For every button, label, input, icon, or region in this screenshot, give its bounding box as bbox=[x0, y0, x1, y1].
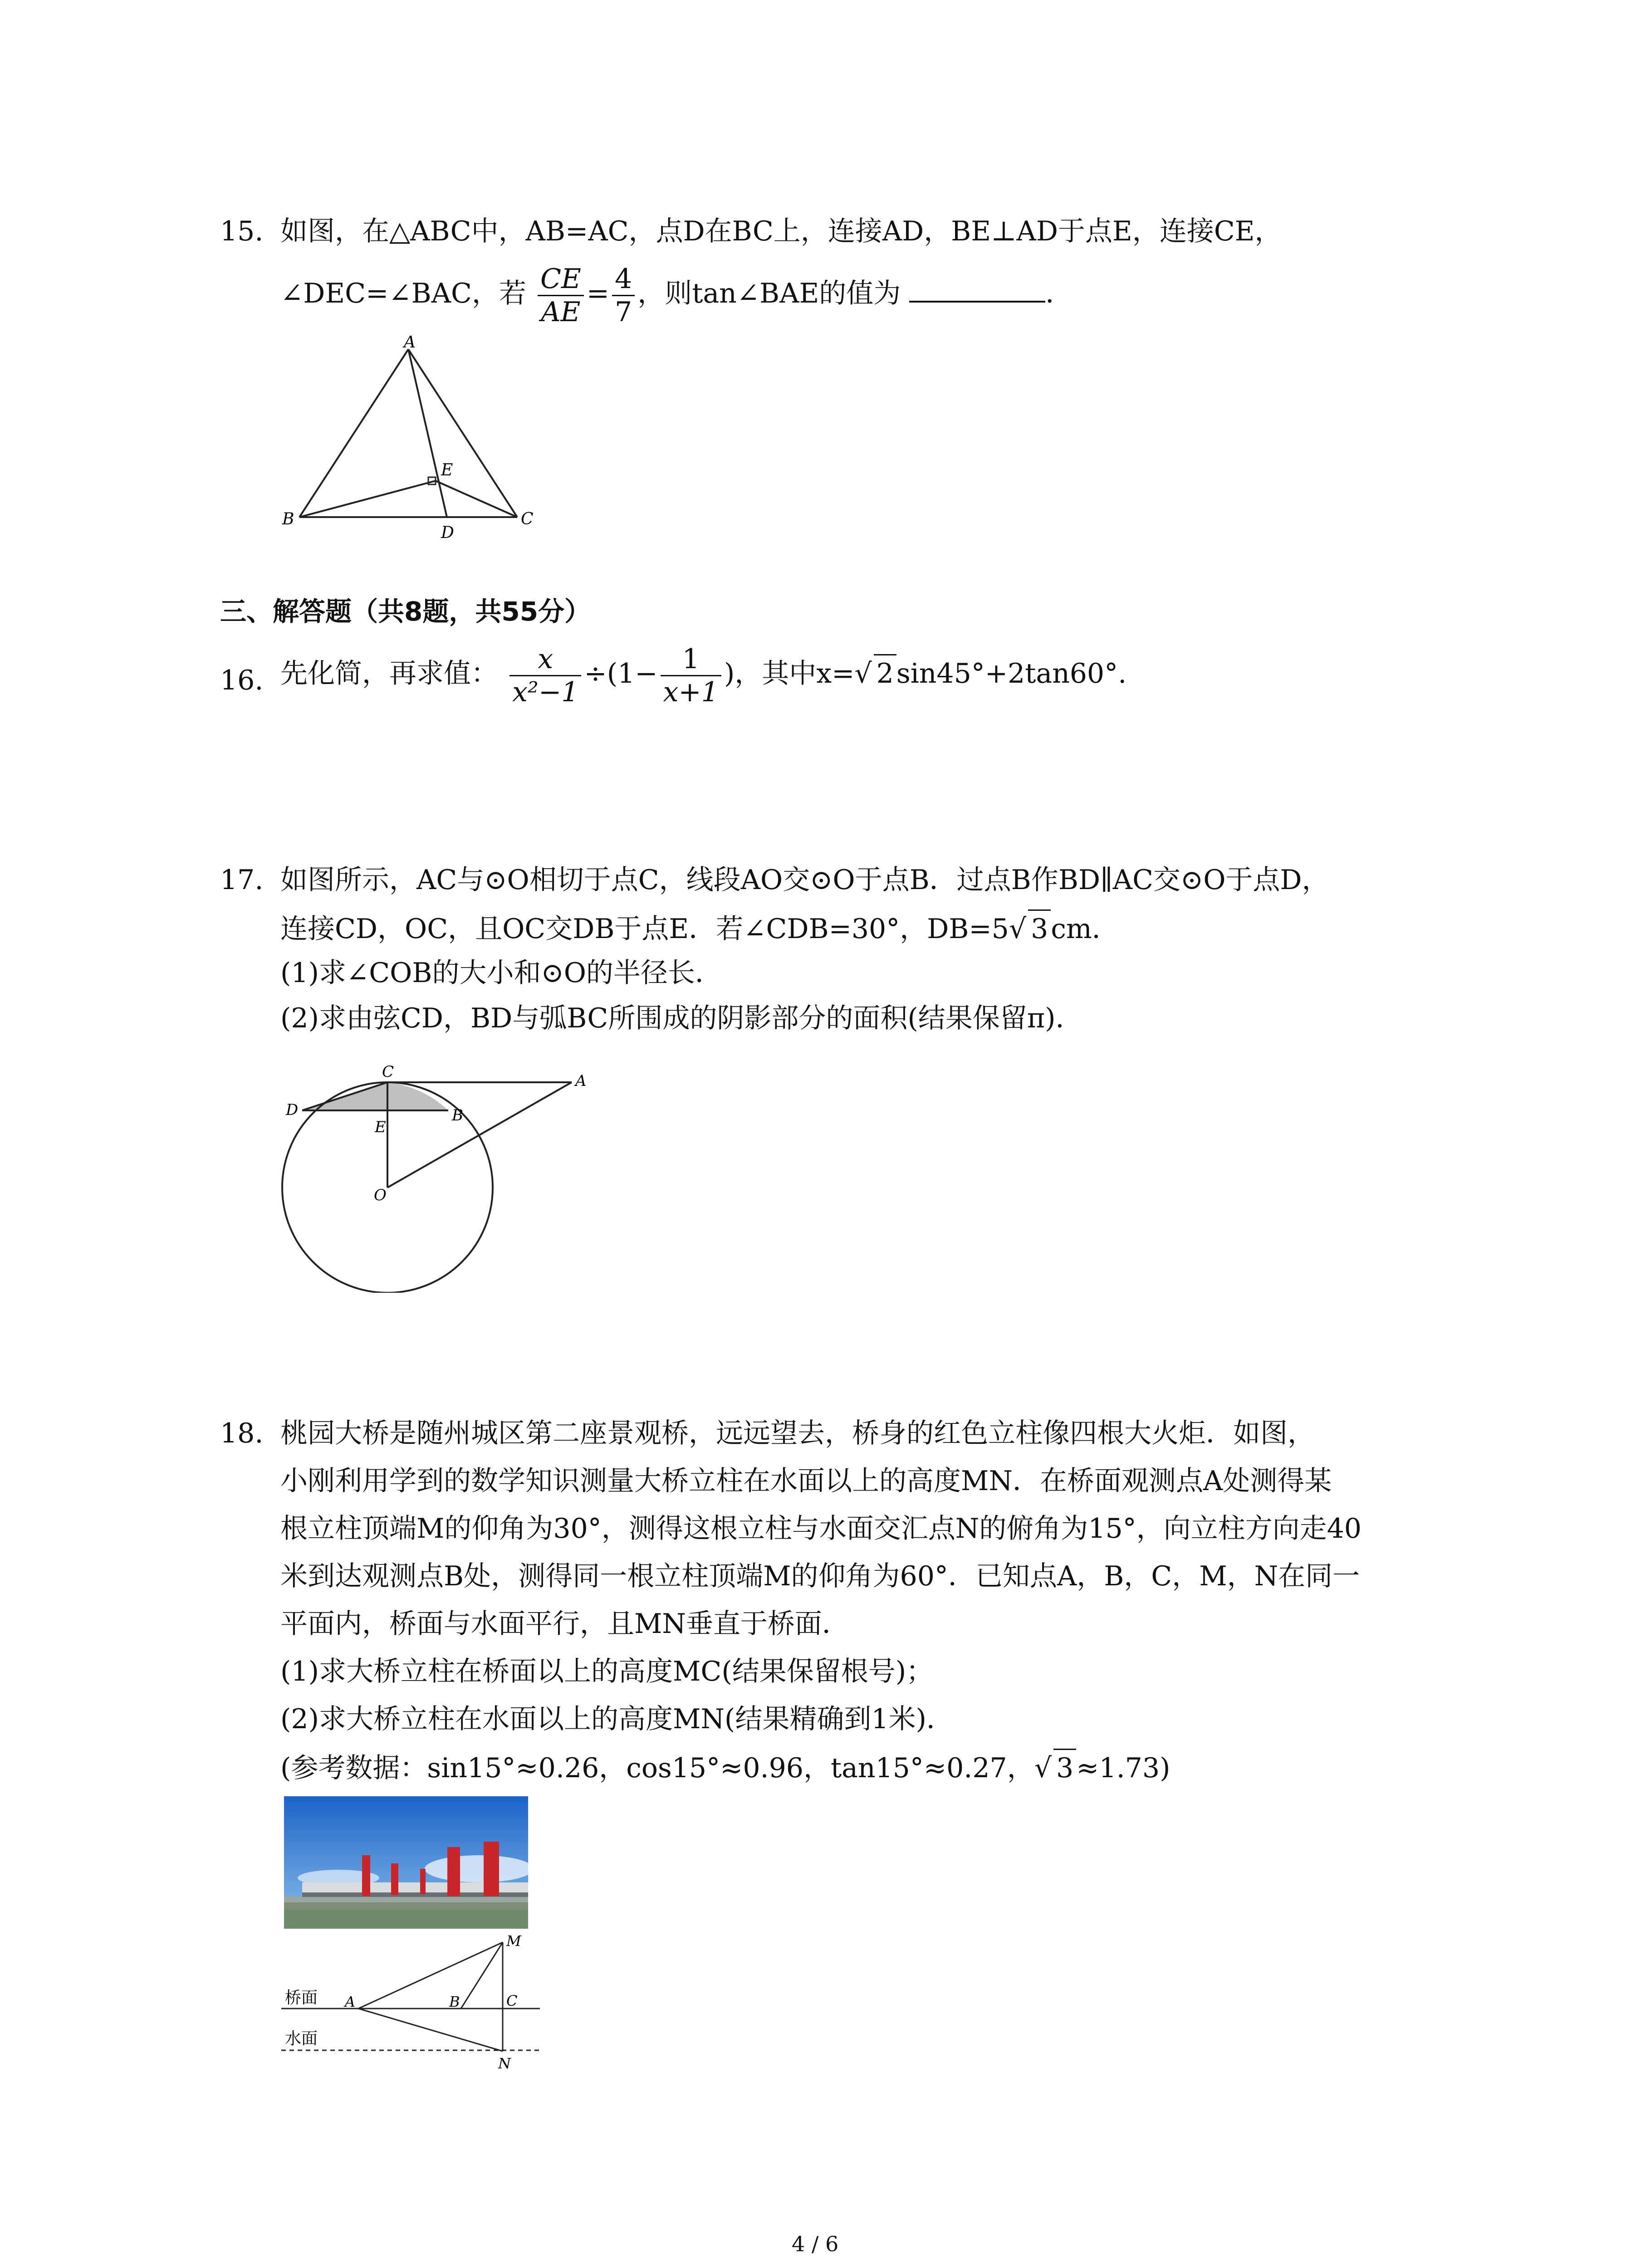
q17-label-a: A bbox=[575, 1072, 587, 1090]
q15-label-d: D bbox=[441, 523, 454, 542]
q18-bridge-diagram bbox=[281, 1932, 554, 2087]
q15-frac2-den: 7 bbox=[615, 296, 632, 328]
q18-number: 18. bbox=[220, 1418, 264, 1449]
q15-eq: = bbox=[586, 278, 610, 310]
q18-label-water: 水面 bbox=[285, 2029, 318, 2048]
q17-line4: (2)求由弦CD，BD与弧BC所围成的阴影部分的面积(结果保留π)． bbox=[280, 1002, 1083, 1034]
q18-line5: 平面内，桥面与水面平行，且MN垂直于桥面． bbox=[280, 1608, 849, 1640]
q15-line2-pre: ∠DEC=∠BAC，若 bbox=[280, 278, 526, 310]
q17-line1: 如图所示，AC与⊙O相切于点C，线段AO交⊙O于点B．过点B作BD∥AC交⊙O于点D， bbox=[280, 864, 1329, 896]
q17-label-b: B bbox=[452, 1106, 463, 1124]
q17-line2: 连接CD，OC，且OC交DB于点E．若∠CDB=30°，DB=5√ 3 cm． bbox=[280, 909, 1119, 947]
q17-label-o: O bbox=[374, 1186, 387, 1204]
q17-number: 17. bbox=[220, 864, 264, 896]
q18-line1: 桃园大桥是随州城区第二座景观桥，远远望去，桥身的红色立柱像四根大火炬．如图， bbox=[280, 1418, 1315, 1449]
q18-label-a: A bbox=[345, 1993, 356, 2010]
q17-line2-pre: 连接CD，OC，且OC交DB于点E．若∠CDB=30°，DB=5 bbox=[280, 913, 1009, 945]
q18-line7: (2)求大桥立柱在水面以上的高度MN(结果精确到1米)． bbox=[280, 1703, 954, 1735]
q15-line2-post: ，则tan∠BAE的值为 bbox=[637, 278, 901, 310]
q18-label-c: C bbox=[506, 1992, 518, 2009]
q17-line2-sqrt: 3 bbox=[1028, 909, 1051, 947]
q15-answer-blank bbox=[909, 283, 1045, 303]
q18-line6: (1)求大桥立柱在桥面以上的高度MC(结果保留根号)； bbox=[280, 1656, 934, 1687]
q18-line8: (参考数据：sin15°≈0.26，cos15°≈0.96，tan15°≈0.27，√ 3 ≈1.73) bbox=[280, 1749, 1170, 1786]
q15-fraction-ce-ae bbox=[538, 263, 584, 328]
q15-line2 bbox=[280, 263, 1073, 328]
q17-line2-post: cm． bbox=[1051, 913, 1119, 945]
q15-fraction-4-7 bbox=[612, 263, 635, 328]
q15-frac1-den: AE bbox=[541, 296, 581, 328]
q16-number: 16. bbox=[220, 665, 264, 696]
q18-label-b: B bbox=[449, 1993, 460, 2010]
q15-label-a: A bbox=[404, 336, 416, 352]
q16-pre: 先化简，再求值： bbox=[280, 658, 498, 690]
page-number: 4 / 6 bbox=[792, 2232, 839, 2256]
q16-tail: sin45°+2tan60°. bbox=[896, 658, 1127, 690]
q18-label-m: M bbox=[506, 1932, 521, 1950]
q16-line: 先化简，再求值： $\frac{x}{\text{x²−1}}$ ÷(1− $\frac{1}{x+1}$ )，其中x=√ 2 sin45°+2tan60°. bbox=[280, 643, 1127, 708]
q15-frac2-num: 4 bbox=[612, 263, 635, 296]
q16-mid: ÷(1− bbox=[584, 658, 658, 690]
q15-line1: 如图，在△ABC中，AB=AC，点D在BC上，连接AD，BE⊥AD于点E，连接CE， bbox=[280, 215, 1282, 247]
q17-label-c: C bbox=[382, 1063, 394, 1081]
q15-label-b: B bbox=[282, 510, 294, 528]
q16-sqrt: 2 bbox=[874, 654, 896, 692]
q15-label-e: E bbox=[441, 461, 453, 479]
q17-label-e: E bbox=[375, 1118, 386, 1136]
section3-title: 三、解答题（共8题，共55分） bbox=[220, 596, 591, 627]
q15-number: 15. bbox=[220, 215, 264, 247]
q16-post: )，其中x= bbox=[724, 658, 855, 690]
q16-fraction-x bbox=[509, 643, 581, 708]
q18-line2: 小刚利用学到的数学知识测量大桥立柱在水面以上的高度MN．在桥面观测点A处测得某 bbox=[280, 1465, 1332, 1497]
q15-label-c: C bbox=[521, 510, 534, 528]
q18-label-n: N bbox=[498, 2055, 511, 2072]
q18-line8-pre: (参考数据：sin15°≈0.26，cos15°≈0.96，tan15°≈0.27， bbox=[280, 1752, 1034, 1784]
bridge-photo bbox=[284, 1796, 528, 1929]
q15-line2-end: ． bbox=[1045, 278, 1073, 310]
q15-triangle-diagram bbox=[272, 336, 544, 544]
q18-line8-sqrt: 3 bbox=[1053, 1749, 1076, 1786]
q18-label-bridge: 桥面 bbox=[285, 1989, 318, 2007]
q16-frac2-num: 1 bbox=[661, 643, 721, 676]
q16-frac1-den: x²−1 bbox=[512, 676, 579, 708]
q16-frac2-den: x+1 bbox=[663, 676, 719, 708]
q15-frac1-num: CE bbox=[538, 263, 584, 296]
q17-circle-diagram bbox=[272, 1039, 599, 1293]
q17-line3: (1)求∠COB的大小和⊙O的半径长． bbox=[280, 957, 722, 989]
q16-fraction-1 bbox=[661, 643, 721, 708]
q16-frac1-num: x bbox=[509, 643, 581, 676]
q18-line3: 根立柱顶端M的仰角为30°，测得这根立柱与水面交汇点N的俯角为15°，向立柱方向走40 bbox=[280, 1513, 1362, 1545]
q18-line4: 米到达观测点B处，测得同一根立柱顶端M的仰角为60°．已知点A，B，C，M，N在同一 bbox=[280, 1560, 1360, 1592]
q18-line8-post: ≈1.73) bbox=[1076, 1752, 1171, 1784]
q17-label-d: D bbox=[286, 1101, 299, 1119]
